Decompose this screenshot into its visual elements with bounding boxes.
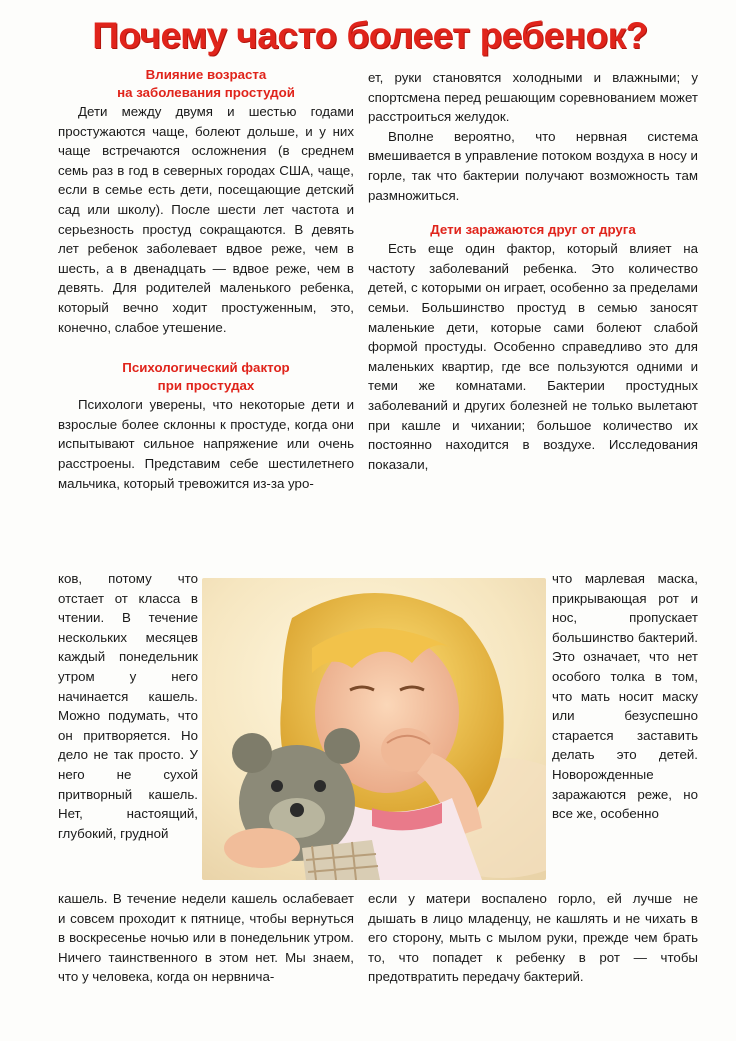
- paragraph-nervous-cont: ет, руки становятся холодными и влажными; у спортсмена перед решающим соревнованием может расстроиться желудок.: [368, 70, 698, 125]
- paragraph-infection-top: Есть еще один фактор, который влияет на частоту заболеваний ребенка. Это количество детей, с которыми он играет, особенно за пределами семьи. Большинство простуд в семью заносят маленькие дети, которые сами болеют слабой формой простуды. Особенно справедливо это для маленьких квартир, где все пользуются одними и теми же комнатами. Бактерии простудных заболеваний и других болезней не только вылетают при кашле и чихании; большое количество их постоянно находится в воздухе. Исследования показали,: [368, 241, 698, 472]
- photo-coughing-child: [202, 578, 546, 880]
- column-left-bottom: [58, 889, 354, 987]
- heading-age-line1: Влияние возраста: [145, 67, 267, 82]
- heading-psych: [58, 359, 354, 395]
- heading-age: [58, 66, 354, 102]
- column-right-bottom: [368, 889, 698, 987]
- paragraph-infection-bottom: если у матери воспалено горло, ей лучше не дышать в лицо младенцу, не кашлять и не чихать в его сторону, мыть с мылом руки, прежде чем брать то, что попадет к ребенку в рот — чтобы предотвратить передачу бактерий.: [368, 891, 698, 985]
- paragraph-nervous: Вполне вероятно, что нервная система вмешивается в управление потоком воздуха в носу и горле, так что бактерии получают возможность там размножиться.: [368, 128, 698, 203]
- article-title: Почему часто болеет ребенок?: [92, 15, 648, 56]
- column-right-top: [368, 68, 698, 474]
- heading-infection: Дети заражаются друг от друга: [430, 222, 636, 238]
- column-wrap-right: [552, 569, 698, 824]
- paragraph-age: Дети между двумя и шестью годами простужаются чаще, болеют дольше, и у них чаще встречаются осложнения (в среднем семь раз в год в северных городах США, чаще, если в семье есть дети, посещающие детский сад или школу). После шести лет частота и серьезность простуд сокращаются. В девять лет ребенок заболевает вдвое реже, чем в шесть, а в двенадцать — вдвое реже, чем в девять. Для родителей маленького ребенка, который вечно ходит простуженным, это, конечно, слабое утешение.: [58, 104, 354, 335]
- column-left-top: [58, 66, 354, 493]
- heading-age-line2: на заболевания простудой: [117, 85, 295, 100]
- paragraph-psych-wrap: ков, потому что отстает от класса в чтении. В течение нескольких месяцев каждый понедельник утром у него начинается кашель. Можно подумать, что он притворяется. Но дело не так просто. У него не сухой притворный кашель. Нет, настоящий, глубокий, грудной: [58, 571, 198, 841]
- paragraph-psych-top: Психологи уверены, что некоторые дети и взрослые более склонны к простуде, когда они испытывают сильное напряжение или очень расстроены. Представим себе шестилетнего мальчика, который тревожится из-за уро-: [58, 397, 354, 491]
- heading-psych-line2: при простудах: [157, 378, 255, 394]
- heading-psych-line1: Психологический фактор: [122, 360, 290, 376]
- paragraph-infection-wrap: что марлевая маска, прикрывающая рот и нос, пропускает большинство бактерий. Это означает, что нет особого толка в том, что мать носит маску или безуспешно старается заставить делать это детей. Новорожденные заражаются реже, но все же, особенно: [552, 571, 698, 822]
- column-wrap-left: [58, 569, 198, 843]
- paragraph-psych-bottom: кашель. В течение недели кашель ослабевает и совсем проходит к пятнице, чтобы вернуться в воскресенье ночью или в понедельник утром. Ничего таинственного в этом нет. Мы знаем, что у человека, когда он нервнича-: [58, 891, 354, 985]
- child-illustration: [202, 578, 546, 880]
